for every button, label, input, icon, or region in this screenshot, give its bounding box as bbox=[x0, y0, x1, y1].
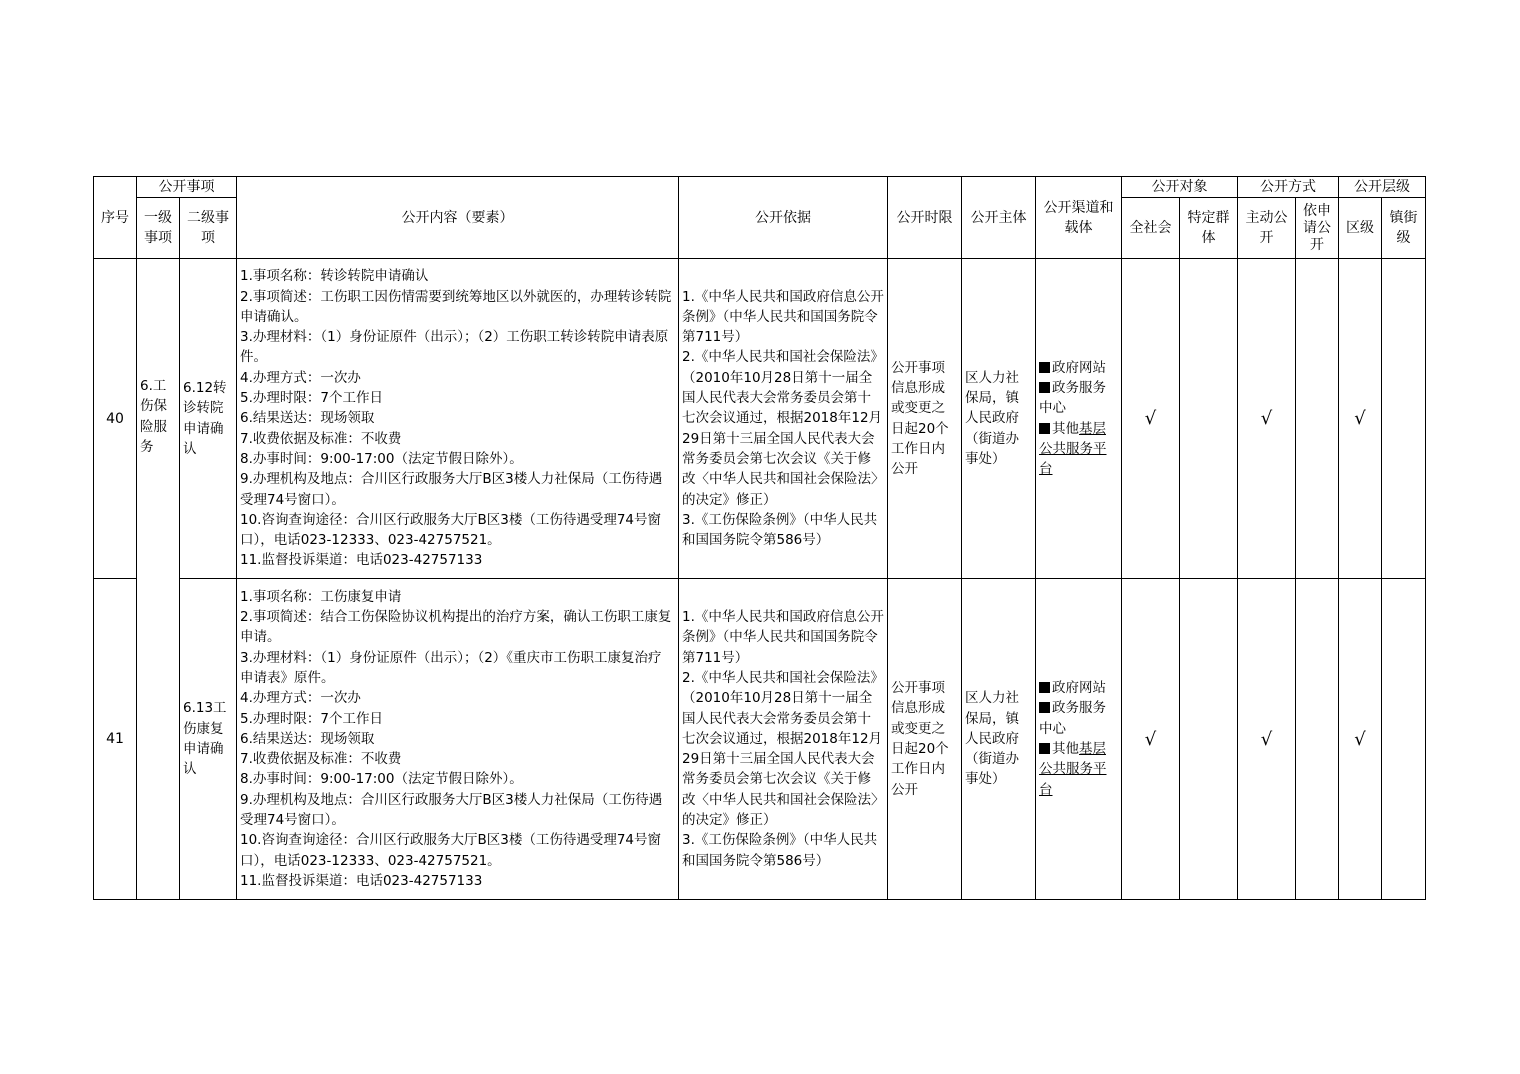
row-subject: 区人力社保局，镇人民政府（街道办事处） bbox=[962, 259, 1036, 579]
header-level-group: 公开层级 bbox=[1339, 177, 1426, 198]
content-line: 7.收费依据及标准：不收费 bbox=[240, 751, 402, 768]
row-content bbox=[237, 259, 679, 579]
header-level-district: 区级 bbox=[1339, 198, 1382, 259]
table-row bbox=[94, 579, 1426, 900]
check-level-town bbox=[1382, 259, 1426, 579]
content-line: 10.咨询查询途径：合川区行政服务大厅B区3楼（工伤待遇受理74号窗口），电话023-12333、023-42757521。 bbox=[240, 511, 661, 549]
disclosure-table bbox=[93, 176, 1426, 900]
channel-other-platform: 基层公共服务平台 bbox=[1039, 420, 1107, 478]
header-level-town: 镇街级 bbox=[1382, 198, 1426, 259]
channel-item: 政务服务中心 bbox=[1039, 379, 1106, 417]
channel-item: 政务服务中心 bbox=[1039, 700, 1106, 737]
header-level2: 二级事项 bbox=[180, 198, 237, 259]
row-channel bbox=[1036, 259, 1122, 579]
content-line: 8.办事时间：9:00-17:00（法定节假日除外）。 bbox=[240, 771, 523, 788]
content-line: 1.事项名称：工伤康复申请 bbox=[240, 588, 402, 605]
check-target-all: √ bbox=[1122, 579, 1180, 900]
row-channel bbox=[1036, 579, 1122, 900]
check-level-district: √ bbox=[1339, 579, 1382, 900]
row-time: 公开事项信息形成或变更之日起20个工作日内公开 bbox=[888, 579, 962, 900]
square-bullet-icon bbox=[1039, 682, 1050, 693]
content-line: 6.结果送达：现场领取 bbox=[240, 730, 375, 747]
content-line: 1.事项名称：转诊转院申请确认 bbox=[240, 268, 429, 285]
header-method-group: 公开方式 bbox=[1238, 177, 1339, 198]
header-target-group: 公开对象 bbox=[1122, 177, 1238, 198]
header-seq: 序号 bbox=[94, 177, 137, 259]
content-line: 2.事项简述：工伤职工因伤情需要到统筹地区以外就医的，办理转诊转院申请确认。 bbox=[240, 288, 672, 325]
content-line: 3.办理材料：（1）身份证原件（出示）；（2）工伤职工转诊转院申请表原件。 bbox=[240, 329, 669, 366]
row-level2: 6.13工伤康复申请确认 bbox=[180, 579, 237, 900]
check-method-apply bbox=[1296, 259, 1339, 579]
basis-line: 1.《中华人民共和国政府信息公开条例》（中华人民共和国国务院令第711号） bbox=[682, 288, 884, 346]
basis-line: 2.《中华人民共和国社会保险法》（2010年10月28日第十一届全国人民代表大会常务委员会第十七次会议通过，根据2018年12月29日第十三届全国人民代表大会常务委员会第七次会议《关于修改〈中华人民共和国社会保险法〉的决定》修正） bbox=[682, 669, 884, 829]
check-target-specific bbox=[1180, 579, 1238, 900]
content-line: 3.办理材料：（1）身份证原件（出示）；（2）《重庆市工伤职工康复治疗申请表》原件。 bbox=[240, 649, 662, 686]
square-bullet-icon bbox=[1039, 423, 1050, 434]
header-target-all: 全社会 bbox=[1122, 198, 1180, 259]
row-level2: 6.12转诊转院申请确认 bbox=[180, 259, 237, 579]
check-level-town bbox=[1382, 579, 1426, 900]
row-content bbox=[237, 579, 679, 900]
content-line: 4.办理方式：一次办 bbox=[240, 369, 361, 386]
content-line: 6.结果送达：现场领取 bbox=[240, 410, 375, 427]
content-line: 5.办理时限：7个工作日 bbox=[240, 710, 383, 727]
header-channel: 公开渠道和载体 bbox=[1036, 177, 1122, 259]
content-line: 5.办理时限：7个工作日 bbox=[240, 390, 383, 407]
basis-line: 3.《工伤保险条例》（中华人民共和国国务院令第586号） bbox=[682, 511, 878, 549]
check-method-active: √ bbox=[1238, 259, 1296, 579]
basis-line: 3.《工伤保险条例》（中华人民共和国国务院令第586号） bbox=[682, 832, 878, 869]
content-line: 10.咨询查询途径：合川区行政服务大厅B区3楼（工伤待遇受理74号窗口），电话023-12333、023-42757521。 bbox=[240, 832, 661, 869]
check-level-district: √ bbox=[1339, 259, 1382, 579]
row-basis bbox=[679, 259, 888, 579]
channel-item: 政府网站 bbox=[1039, 678, 1118, 698]
row-level1: 6.工伤保险服务 bbox=[137, 259, 180, 900]
header-content: 公开内容（要素） bbox=[237, 177, 679, 259]
content-line: 9.办理机构及地点：合川区行政服务大厅B区3楼人力社保局（工伤待遇受理74号窗口）。 bbox=[240, 471, 663, 508]
header-method-active: 主动公开 bbox=[1238, 198, 1296, 259]
content-line: 8.办事时间：9:00-17:00（法定节假日除外）。 bbox=[240, 450, 523, 467]
square-bullet-icon bbox=[1039, 743, 1050, 754]
header-target-specific: 特定群体 bbox=[1180, 198, 1238, 259]
check-target-specific bbox=[1180, 259, 1238, 579]
check-method-active: √ bbox=[1238, 579, 1296, 900]
check-target-all: √ bbox=[1122, 259, 1180, 579]
content-line: 11.监督投诉渠道：电话023-42757133 bbox=[240, 872, 483, 889]
header-method-apply: 依申请公开 bbox=[1296, 198, 1339, 259]
basis-line: 2.《中华人民共和国社会保险法》（2010年10月28日第十一届全国人民代表大会常务委员会第十七次会议通过，根据2018年12月29日第十三届全国人民代表大会常务委员会第七次会议《关于修改〈中华人民共和国社会保险法〉的决定》修正） bbox=[682, 349, 884, 508]
content-line: 4.办理方式：一次办 bbox=[240, 690, 361, 707]
row-seq: 41 bbox=[94, 579, 137, 900]
channel-item: 政府网站 bbox=[1039, 358, 1118, 378]
header-time: 公开时限 bbox=[888, 177, 962, 259]
row-seq: 40 bbox=[94, 259, 137, 579]
row-time: 公开事项信息形成或变更之日起20个工作日内公开 bbox=[888, 259, 962, 579]
header-basis: 公开依据 bbox=[679, 177, 888, 259]
row-subject: 区人力社保局，镇人民政府（街道办事处） bbox=[962, 579, 1036, 900]
content-line: 11.监督投诉渠道：电话023-42757133 bbox=[240, 552, 483, 569]
header-subject: 公开主体 bbox=[962, 177, 1036, 259]
square-bullet-icon bbox=[1039, 362, 1050, 373]
basis-line: 1.《中华人民共和国政府信息公开条例》（中华人民共和国国务院令第711号） bbox=[682, 609, 884, 666]
content-line: 2.事项简述：结合工伤保险协议机构提出的治疗方案，确认工伤职工康复申请。 bbox=[240, 609, 672, 646]
header-items-group: 公开事项 bbox=[137, 177, 237, 198]
content-line: 9.办理机构及地点：合川区行政服务大厅B区3楼人力社保局（工伤待遇受理74号窗口）。 bbox=[240, 791, 663, 829]
channel-other-platform: 基层公共服务平台 bbox=[1039, 741, 1107, 798]
check-method-apply bbox=[1296, 579, 1339, 900]
header-level1: 一级事项 bbox=[137, 198, 180, 259]
row-basis bbox=[679, 579, 888, 900]
square-bullet-icon bbox=[1039, 382, 1050, 393]
content-line: 7.收费依据及标准：不收费 bbox=[240, 430, 402, 447]
square-bullet-icon bbox=[1039, 702, 1050, 713]
channel-item: 其他基层公共服务平台 bbox=[1039, 741, 1107, 798]
header-row-1 bbox=[94, 177, 1426, 198]
channel-item: 其他基层公共服务平台 bbox=[1039, 420, 1107, 478]
table-row bbox=[94, 259, 1426, 579]
